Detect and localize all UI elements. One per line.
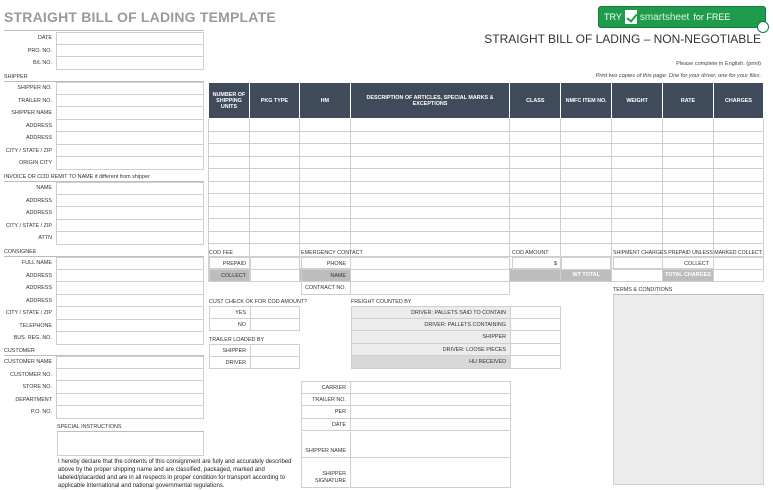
contract-field[interactable] [350, 282, 510, 295]
table-cell[interactable] [299, 219, 350, 232]
yes-label: YES [209, 306, 250, 319]
shipper-label: ORIGIN CITY [19, 160, 52, 166]
sig-label-line-1: SHIPPER [322, 471, 346, 477]
table-cell[interactable] [249, 219, 299, 232]
table-cell[interactable] [713, 194, 763, 207]
table-cell[interactable] [663, 181, 714, 194]
table-cell[interactable] [713, 181, 763, 194]
table-cell[interactable] [612, 219, 663, 232]
table-cell[interactable] [612, 119, 663, 132]
shipment-charges-row [613, 257, 764, 270]
table-cell[interactable] [209, 181, 250, 194]
customer-field[interactable] [56, 406, 204, 419]
table-cell[interactable] [561, 119, 612, 132]
sig-label-line-2: SIGNATURE [314, 478, 346, 484]
freight-field[interactable] [510, 344, 561, 357]
shipper-signature-label-cell [301, 458, 350, 488]
note-print: Please complete in English. (print) [676, 61, 761, 67]
carrier-trailer-field[interactable] [350, 394, 511, 407]
table-cell[interactable] [561, 156, 612, 169]
table-cell[interactable] [299, 181, 350, 194]
table-cell[interactable] [249, 244, 299, 257]
table-cell[interactable] [249, 206, 299, 219]
carrier-field[interactable] [350, 381, 511, 394]
table-cell[interactable] [249, 131, 299, 144]
prepaid-field[interactable] [250, 257, 300, 270]
consignee-label: ADDRESS [25, 285, 52, 291]
consignee-field[interactable] [56, 270, 204, 283]
contract-label: CONTRACT NO. [301, 282, 350, 295]
consignee-label: BUS. REG. NO. [13, 335, 52, 341]
no-label: NO [209, 319, 250, 332]
top-fields [4, 32, 204, 70]
col-header: HM [299, 83, 350, 119]
table-cell[interactable] [713, 169, 763, 182]
shipper-label: ADDRESS [25, 122, 52, 129]
table-cell[interactable] [350, 219, 510, 232]
table-cell[interactable] [510, 206, 561, 219]
brand-label: smartsheet [639, 11, 690, 23]
trailer-loaded-heading: TRAILER LOADED BY [209, 337, 265, 343]
consignee-label: TELEPHONE [19, 322, 52, 329]
consignee-field[interactable] [56, 307, 204, 320]
freight-fields [351, 306, 561, 369]
table-cell[interactable] [663, 194, 714, 207]
no-field[interactable] [250, 319, 300, 332]
customer-fields [4, 356, 204, 419]
date-label: DATE [38, 35, 52, 41]
consignee-field[interactable] [56, 295, 204, 308]
table-cell[interactable] [249, 194, 299, 207]
bl-no-field[interactable] [56, 57, 204, 70]
special-instructions-field[interactable] [57, 432, 204, 456]
table-row [209, 119, 764, 132]
carrier-fields [301, 381, 511, 431]
table-cell[interactable] [561, 219, 612, 232]
shipper-label: TRAILER NO. [18, 97, 52, 104]
shipper-field[interactable] [56, 107, 204, 120]
table-cell[interactable] [350, 181, 510, 194]
table-cell[interactable] [612, 144, 663, 157]
shipper-name-field[interactable] [350, 432, 511, 458]
emergency-heading: EMERGENCY CONTACT [301, 250, 363, 256]
table-cell[interactable] [510, 169, 561, 182]
col-header: RATE [663, 83, 714, 119]
shipper-signature-row [301, 458, 511, 488]
col-header: PKG TYPE [249, 83, 299, 119]
table-cell[interactable] [561, 169, 612, 182]
consignee-field[interactable] [56, 320, 204, 333]
loaded-shipper-field[interactable] [250, 344, 300, 357]
totals-cell[interactable] [713, 269, 763, 282]
invoice-label: ADDRESS [25, 210, 52, 216]
table-cell[interactable] [713, 231, 763, 244]
cod-amount-field[interactable] [561, 257, 611, 270]
consignee-label: FULL NAME [21, 260, 52, 266]
totals-cell [510, 269, 561, 282]
shipment-charges-heading: SHIPMENT CHARGES PREPAID UNLESS MARKED COLLECT: [613, 250, 763, 256]
special-instructions-heading: SPECIAL INSTRUCTIONS [57, 424, 204, 432]
shipper-name-label-cell [301, 432, 350, 458]
date-field[interactable] [56, 32, 204, 45]
table-cell[interactable] [209, 206, 250, 219]
freight-field[interactable] [510, 319, 561, 332]
table-cell[interactable] [612, 131, 663, 144]
phone-label: PHONE [301, 257, 350, 270]
table-cell[interactable] [299, 169, 350, 182]
name-field[interactable] [350, 270, 510, 283]
shipper-field[interactable] [56, 132, 204, 145]
table-cell[interactable] [350, 169, 510, 182]
trailer-loaded-fields [209, 344, 300, 369]
total-charges-label: TOTAL CHARGES [663, 269, 714, 282]
table-cell[interactable] [663, 231, 714, 244]
freight-heading: FREIGHT COUNTED BY [351, 299, 412, 305]
cust-check-heading: CUST CHECK OK FOR COD AMOUNT? [209, 299, 308, 305]
consignee-heading: CONSIGNEE [4, 249, 204, 257]
table-row [209, 156, 764, 169]
customer-label: CUSTOMER NAME [4, 359, 52, 365]
table-cell[interactable] [612, 206, 663, 219]
table-cell[interactable] [713, 219, 763, 232]
table-cell[interactable] [350, 206, 510, 219]
table-cell[interactable] [561, 181, 612, 194]
shipper-name-row [301, 432, 511, 458]
invoice-label: NAME [36, 185, 52, 191]
table-cell[interactable] [299, 156, 350, 169]
table-cell[interactable] [561, 131, 612, 144]
table-cell[interactable] [249, 119, 299, 132]
table-cell[interactable] [209, 219, 250, 232]
table-row [209, 231, 764, 244]
invoice-field[interactable] [56, 195, 204, 208]
col-header: NMFC ITEM NO. [561, 83, 612, 119]
invoice-field[interactable] [56, 232, 204, 245]
consignee-field[interactable] [56, 282, 204, 295]
table-cell[interactable] [350, 119, 510, 132]
table-cell[interactable] [249, 231, 299, 244]
table-cell[interactable] [209, 156, 250, 169]
table-cell[interactable] [663, 219, 714, 232]
pro-no-label: PRO. NO. [27, 47, 52, 54]
terms-heading: TERMS & CONDITIONS [613, 287, 764, 295]
table-cell[interactable] [561, 206, 612, 219]
table-row [209, 169, 764, 182]
table-cell[interactable] [713, 156, 763, 169]
shipper-heading: SHIPPER [4, 74, 204, 82]
table-cell[interactable] [663, 169, 714, 182]
free-label: for FREE [693, 12, 731, 22]
table-cell[interactable] [209, 144, 250, 157]
shipper-field[interactable] [56, 157, 204, 170]
col-header: WEIGHT [612, 83, 663, 119]
loaded-driver-field[interactable] [250, 357, 300, 370]
col-header: CHARGES [713, 83, 763, 119]
table-cell[interactable] [561, 244, 612, 257]
table-cell[interactable] [299, 206, 350, 219]
table-cell[interactable] [510, 219, 561, 232]
collect-field[interactable] [250, 270, 300, 283]
table-cell[interactable] [209, 119, 250, 132]
table-row [209, 181, 764, 194]
customer-field[interactable] [56, 356, 204, 369]
shipper-field[interactable] [56, 120, 204, 133]
note-copies: Print two copies of this page: One for your driver, one for your files. [595, 73, 761, 79]
table-cell[interactable] [713, 144, 763, 157]
carrier-trailer-label: TRAILER NO. [301, 394, 350, 407]
table-cell[interactable] [209, 194, 250, 207]
table-cell[interactable] [713, 131, 763, 144]
table-cell[interactable] [510, 181, 561, 194]
table-cell[interactable] [299, 119, 350, 132]
consignee-field[interactable] [56, 332, 204, 345]
table-cell[interactable] [612, 169, 663, 182]
table-cell[interactable] [510, 231, 561, 244]
consignee-fields [4, 257, 204, 345]
table-row [209, 131, 764, 144]
try-label: TRY [604, 12, 622, 22]
invoice-fields [4, 182, 204, 245]
customer-label: CUSTOMER NO. [10, 371, 52, 378]
consignee-field[interactable] [56, 257, 204, 270]
table-cell[interactable] [612, 231, 663, 244]
invoice-field[interactable] [56, 220, 204, 233]
table-cell[interactable] [510, 131, 561, 144]
cod-amount-row [512, 257, 611, 270]
shipper-name-label: SHIPPER NAME [305, 447, 346, 454]
table-row [209, 194, 764, 207]
table-cell[interactable] [612, 194, 663, 207]
terms-field[interactable] [613, 295, 764, 485]
declaration-text: I hereby declare that the contents of this consignment are fully and accurately described above by the proper shipping name and are classified, packaged, marked and labeled/placarded and are in all respects in proper condition for transport according to applicable international and national governmental regulations. [58, 459, 292, 489]
prepaid-label: PREPAID [209, 257, 250, 270]
yes-field[interactable] [250, 306, 300, 319]
consignee-label: ADDRESS [25, 297, 52, 304]
table-cell[interactable] [612, 181, 663, 194]
invoice-heading: INVOICE OR COD REMIT TO NAME if different from shipper [4, 174, 204, 182]
carrier-label: CARRIER [301, 381, 350, 394]
table-cell[interactable] [561, 194, 612, 207]
freight-label: DRIVER: PALLETS SAID TO CONTAIN [351, 306, 510, 319]
collect-label: COLLECT [209, 270, 250, 283]
customer-label: DEPARTMENT [15, 396, 52, 403]
shipper-label: ADDRESS [25, 135, 52, 141]
document-subtitle: STRAIGHT BILL OF LADING – NON-NEGOTIABLE [484, 32, 761, 46]
shipper-signature-field[interactable] [350, 458, 511, 488]
table-cell[interactable] [663, 119, 714, 132]
consignee-label: ADDRESS [25, 272, 52, 279]
table-cell[interactable] [249, 181, 299, 194]
table-cell[interactable] [350, 156, 510, 169]
shipper-fields [4, 82, 204, 170]
customer-label: P.O. NO. [30, 409, 52, 415]
invoice-field[interactable] [56, 182, 204, 195]
carrier-date-label: DATE [301, 419, 350, 432]
table-cell[interactable] [663, 206, 714, 219]
consignee-label: CITY / STATE / ZIP [5, 310, 52, 316]
freight-field[interactable] [510, 356, 561, 369]
carrier-date-field[interactable] [350, 419, 511, 432]
col-header: NUMBER OF SHIPPING UNITS [209, 83, 250, 119]
invoice-label: CITY / STATE / ZIP [5, 222, 52, 229]
freight-field[interactable] [510, 306, 561, 319]
table-cell[interactable] [713, 206, 763, 219]
table-cell[interactable] [299, 194, 350, 207]
customer-field[interactable] [56, 394, 204, 407]
shipper-label: SHIPPER NO. [17, 85, 52, 91]
table-cell[interactable] [209, 131, 250, 144]
freight-label: DRIVER: PALLETS CONTAINING [351, 319, 510, 332]
table-cell[interactable] [249, 144, 299, 157]
table-cell[interactable] [299, 131, 350, 144]
table-cell[interactable] [663, 156, 714, 169]
shipper-label: CITY / STATE / ZIP [5, 147, 52, 154]
table-cell[interactable] [510, 119, 561, 132]
table-cell[interactable] [350, 144, 510, 157]
table-cell[interactable] [249, 169, 299, 182]
loaded-driver-label: DRIVER [209, 357, 250, 370]
shipper-field[interactable] [56, 95, 204, 108]
collect-charges-label: COLLECT [613, 257, 713, 270]
freight-field[interactable] [510, 331, 561, 344]
customer-field[interactable] [56, 369, 204, 382]
freight-label: DRIVER: LOOSE PIECES [351, 344, 510, 357]
header-divider [4, 30, 204, 31]
customer-field[interactable] [56, 381, 204, 394]
table-cell[interactable] [350, 194, 510, 207]
table-cell[interactable] [350, 231, 510, 244]
try-smartsheet-button[interactable] [598, 6, 766, 28]
table-cell[interactable] [561, 144, 612, 157]
per-field[interactable] [350, 406, 511, 419]
invoice-label: ATTN [38, 235, 52, 241]
cod-amount-heading: COD AMOUNT [512, 250, 549, 256]
table-cell[interactable] [510, 156, 561, 169]
cod-fee-fields [209, 257, 300, 282]
pro-no-field[interactable] [56, 45, 204, 58]
wt-total-label: WT TOTAL [561, 269, 612, 282]
table-cell[interactable] [299, 144, 350, 157]
table-row [209, 206, 764, 219]
table-row [209, 144, 764, 157]
per-label: PER [301, 406, 350, 419]
freight-label: SHIPPER [351, 331, 510, 344]
shipper-field[interactable] [56, 82, 204, 95]
col-header: CLASS [510, 83, 561, 119]
emergency-fields [301, 257, 510, 295]
cod-fee-heading: COD FEE [209, 250, 233, 256]
table-cell[interactable] [612, 156, 663, 169]
table-cell[interactable] [350, 131, 510, 144]
table-cell[interactable] [663, 144, 714, 157]
table-cell[interactable] [713, 119, 763, 132]
page-title: STRAIGHT BILL OF LADING TEMPLATE [4, 9, 276, 25]
currency-label: $ [512, 257, 561, 270]
totals-cell[interactable] [612, 269, 663, 282]
invoice-field[interactable] [56, 207, 204, 220]
table-row [209, 219, 764, 232]
checkmark-icon [625, 10, 637, 24]
table-cell[interactable] [350, 244, 510, 257]
shipper-field[interactable] [56, 145, 204, 158]
cust-check-fields [209, 306, 300, 331]
freight-label: HU RECEIVED [351, 356, 510, 369]
shipper-signature-label [315, 471, 346, 485]
table-cell[interactable] [209, 169, 250, 182]
table-cell[interactable] [663, 131, 714, 144]
collect-charges-field[interactable] [713, 257, 764, 270]
table-cell[interactable] [510, 144, 561, 157]
customer-label: STORE NO. [22, 384, 52, 390]
table-cell[interactable] [510, 194, 561, 207]
phone-field[interactable] [350, 257, 510, 270]
loaded-shipper-label: SHIPPER [209, 344, 250, 357]
customer-heading: CUSTOMER [4, 348, 204, 356]
bl-no-label: B/L NO. [33, 60, 52, 66]
table-cell[interactable] [299, 231, 350, 244]
col-header: DESCRIPTION OF ARTICLES, SPECIAL MARKS & EXCEPTIONS [350, 83, 510, 119]
invoice-label: ADDRESS [25, 197, 52, 204]
shipper-label: SHIPPER NAME [11, 110, 52, 116]
table-cell[interactable] [561, 231, 612, 244]
table-cell[interactable] [209, 231, 250, 244]
table-cell[interactable] [249, 156, 299, 169]
name-label: NAME [301, 270, 350, 283]
